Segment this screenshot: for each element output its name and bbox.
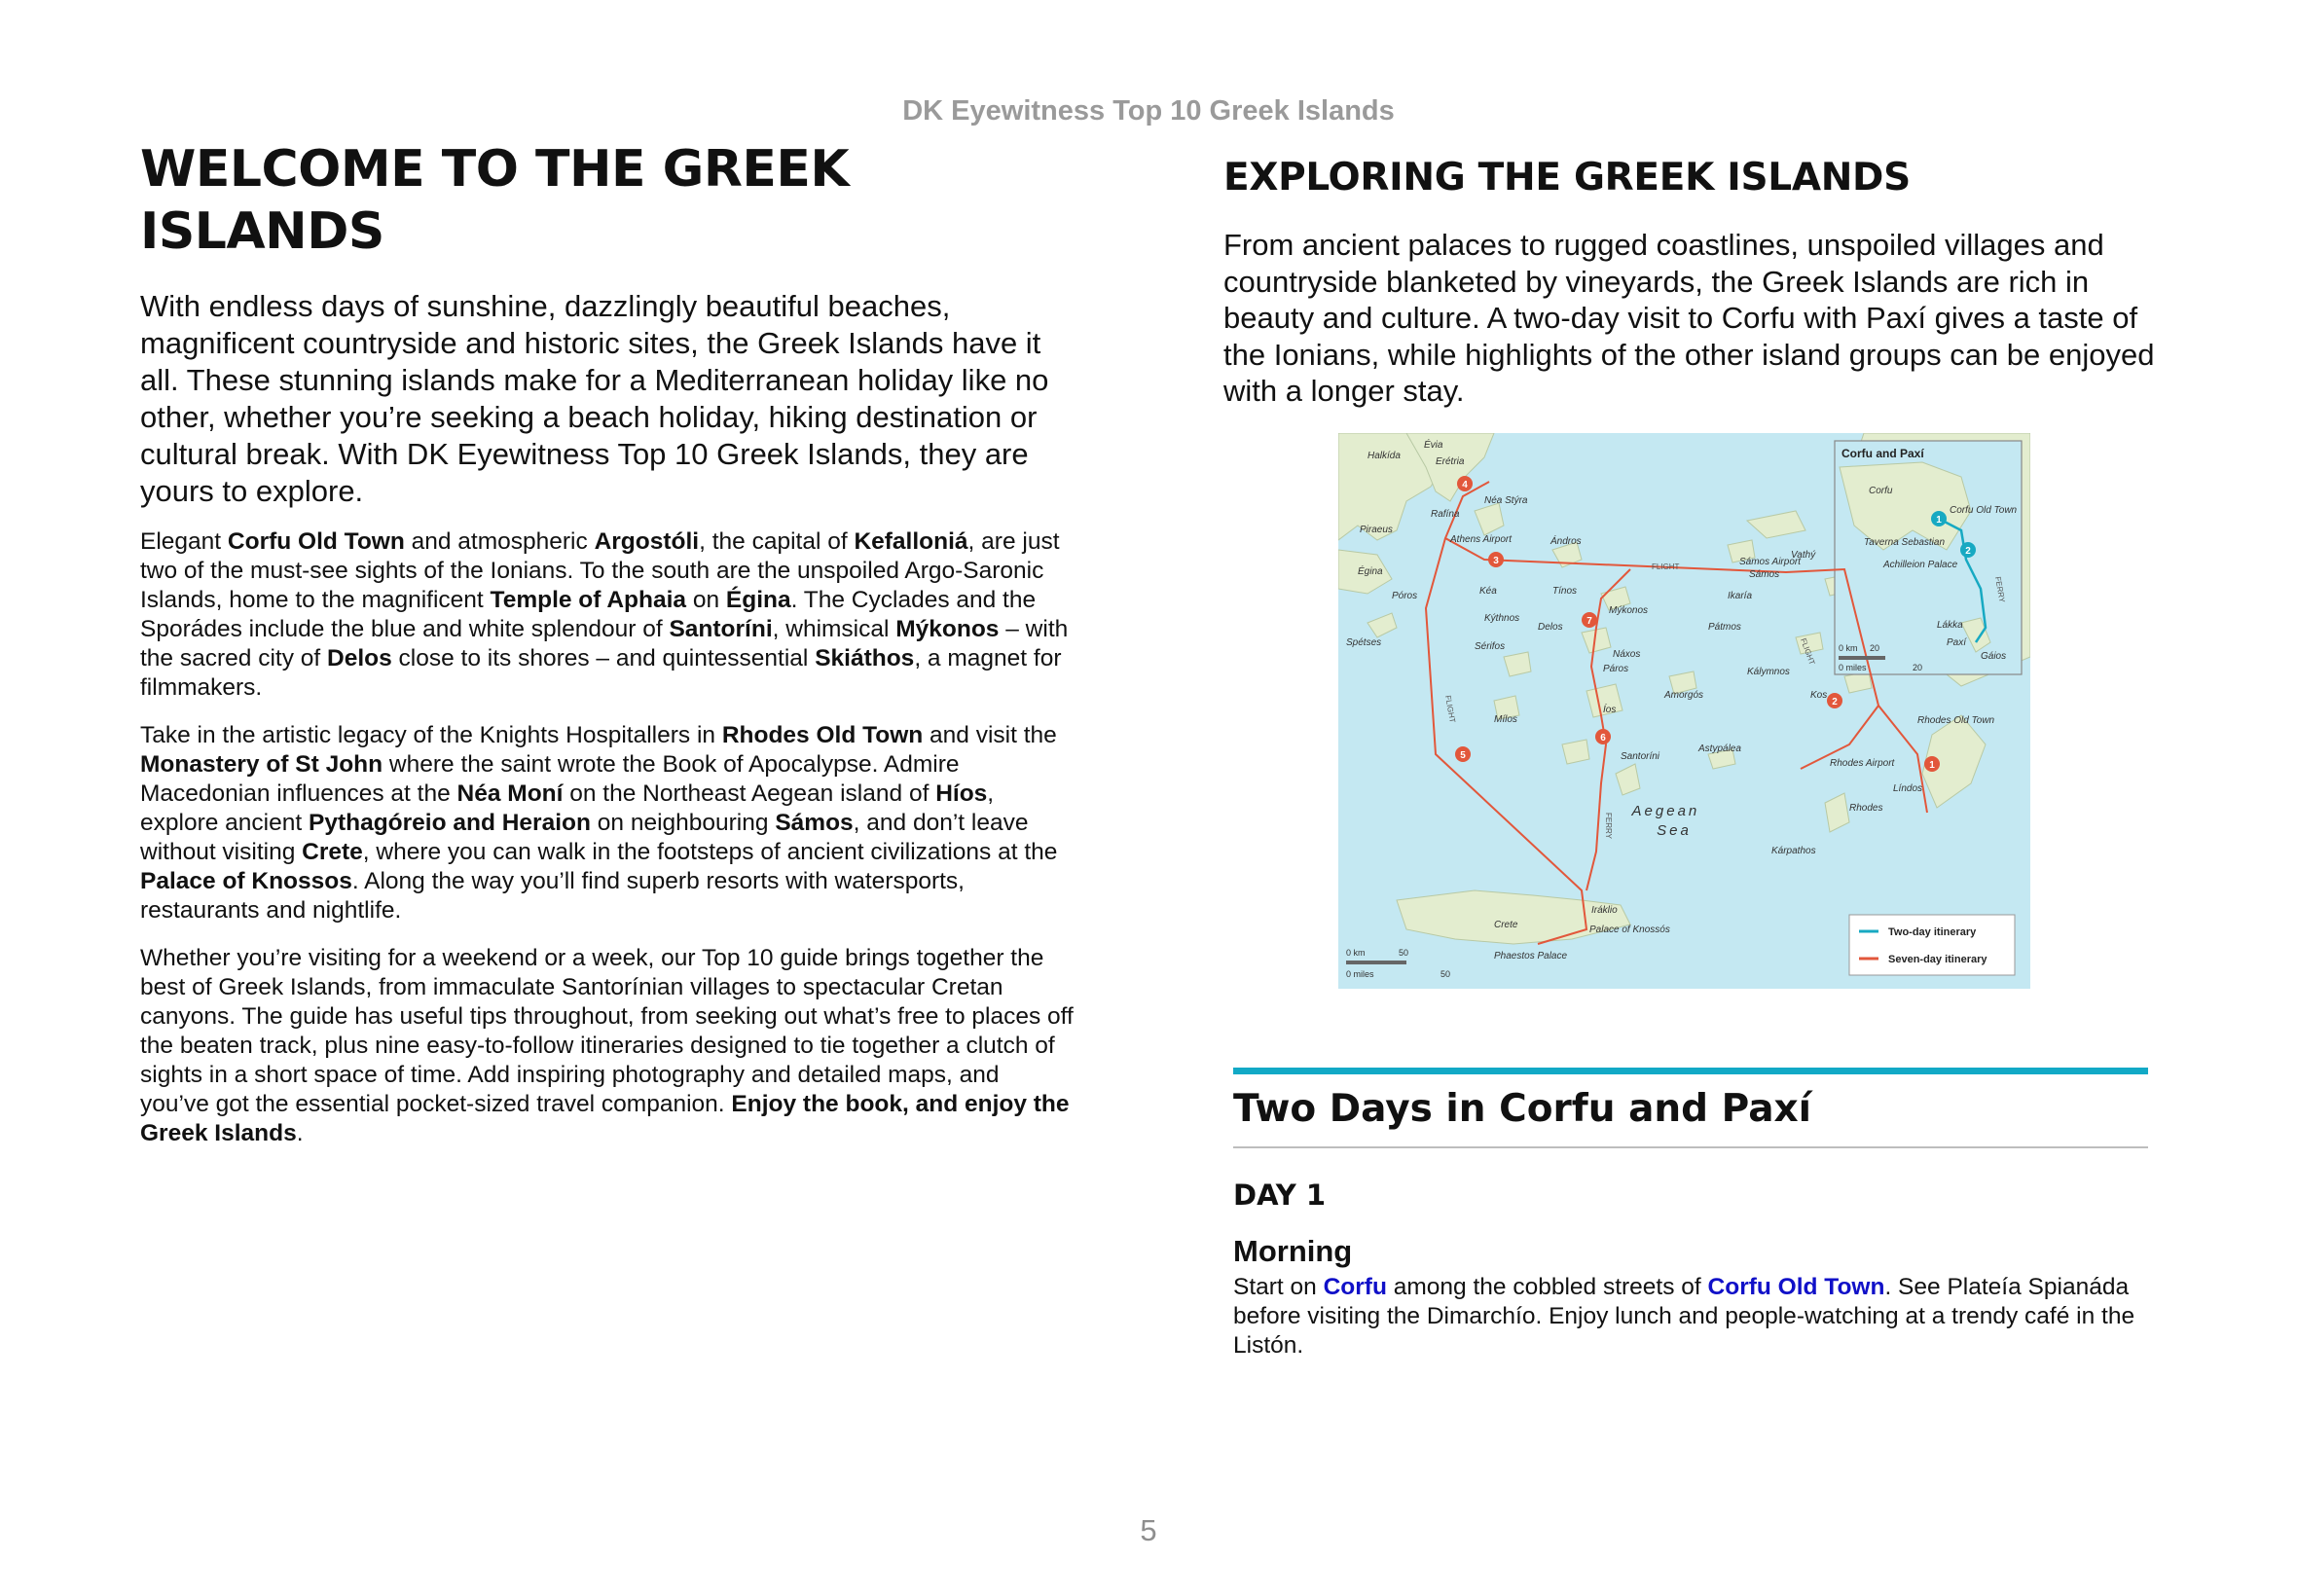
highlight: Pythagóreio and Heraion: [308, 810, 591, 836]
highlight: Mýkonos: [895, 616, 1000, 642]
itinerary-map: [1338, 433, 2030, 989]
place-label: Mílos: [1494, 714, 1517, 725]
inset-place-label: Corfu Old Town: [1950, 505, 2018, 516]
inset-place-label: Paxí: [1947, 637, 1967, 648]
place-label: Néa Stýra: [1484, 495, 1528, 506]
highlight: Santoríni: [669, 616, 773, 642]
place-label: Phaestos Palace: [1494, 951, 1568, 961]
place-label: Astypálea: [1698, 744, 1741, 754]
place-label: Ándros: [1550, 536, 1582, 547]
place-label: Palace of Knossós: [1589, 925, 1670, 935]
highlight: Skiáthos: [815, 645, 915, 671]
morning-text: Start on Corfu among the cobbled streets of Corfu Old Town. See Plateía Spianáda before visiting the Dimarchío. Enjoy lunch and people-watching at a trendy café in the Listón.: [1233, 1274, 2135, 1359]
place-label: Kéa: [1479, 586, 1497, 597]
flight-label: FLIGHT: [1443, 694, 1457, 724]
book-title: DK Eyewitness Top 10 Greek Islands: [902, 95, 1395, 127]
map-legend-box: [1849, 915, 2015, 975]
page-number: 5: [1140, 1513, 1157, 1547]
welcome-paragraph-3: Whether you’re visiting for a weekend or a week, our Top 10 guide brings together the best of Greek Islands, from immaculate Santorínian villages to spectacular Cretan canyons. The guide has useful tips throughout, from seeking out what’s free to places off the beaten track, plus nine easy-to-follow itineraries designed to tie together a clutch of sights in a short space of time. Add inspiring photography and detailed maps, and you’ve got the essential pocket-sized travel companion. Enjoy the book, and enjoy the Greek Islands.: [140, 945, 1074, 1146]
morning-heading: Morning: [1233, 1234, 1353, 1268]
highlight: Égina: [725, 587, 791, 613]
inset-stop-label-2: 2: [1965, 546, 1971, 557]
place-label: Sérifos: [1475, 641, 1506, 652]
place-label: Évia: [1424, 440, 1443, 451]
place-label: Rhodes Old Town: [1917, 715, 1995, 726]
place-label: Rhodes: [1849, 803, 1883, 814]
place-label: Páros: [1603, 664, 1629, 674]
place-label: Sámos: [1749, 569, 1780, 580]
inset-scale-km-end: 20: [1870, 643, 1880, 653]
place-label: Santoríni: [1621, 751, 1660, 762]
exploring-intro: From ancient palaces to rugged coastlines, unspoiled villages and countryside blanketed by vineyards, the Greek Islands are rich in beauty and culture. A two-day visit to Corfu with Paxí gives a taste of the Ionians, while highlights of the other island groups can be enjoyed with a longer stay.: [1223, 228, 2155, 408]
welcome-intro: With endless days of sunshine, dazzlingly beautiful beaches, magnificent countryside and historic sites, the Greek Islands have it all. These stunning islands make for a Mediterranean holiday like no other, whether you’re seeking a beach holiday, hiking destination or cultural break. With DK Eyewitness Top 10 Greek Islands, they are yours to explore.: [140, 289, 1049, 508]
highlight: Sámos: [775, 810, 854, 836]
highlight: Monastery of St John: [140, 751, 383, 778]
place-label: Halkída: [1367, 451, 1401, 461]
inset-title: Corfu and Paxí: [1841, 447, 1924, 460]
highlight: Kefalloniá: [854, 528, 968, 555]
stop-label-1: 1: [1929, 760, 1935, 771]
scale-km-end: 50: [1399, 948, 1409, 958]
place-label: Delos: [1538, 622, 1563, 633]
sea-label-line-2: Sea: [1657, 822, 1692, 839]
place-label: Athens Airport: [1450, 534, 1512, 545]
exploring-column: [1223, 151, 2158, 410]
place-label: Sámos Airport: [1739, 557, 1801, 567]
day-heading: DAY 1: [1233, 1179, 1327, 1212]
exploring-heading: EXPLORING THE GREEK ISLANDS: [1223, 156, 1911, 200]
ferry-label: FERRY: [1604, 813, 1613, 839]
place-label: Ikaría: [1728, 591, 1753, 601]
place-label: Kýthnos: [1484, 613, 1520, 624]
scale-miles-end: 50: [1440, 969, 1451, 979]
place-label: Rafína: [1431, 509, 1460, 520]
scale-miles-0: 0 miles: [1346, 969, 1374, 979]
stop-label-5: 5: [1460, 750, 1466, 761]
highlight: Corfu Old Town: [227, 528, 405, 555]
welcome-paragraph-1: Elegant Corfu Old Town and atmospheric Argostóli, the capital of Kefalloniá, are just two of the must-see sights of the Ionians. To the south are the unspoiled Argo-Saronic Islands, home to the magnificent Temple of Aphaia on Égina. The Cyclades and the Sporádes include the blue and white splendour of Santoríni, whimsical Mýkonos – with the sacred city of Delos close to its shores – and quintessential Skiáthos, a magnet for filmmakers.: [140, 528, 1069, 701]
inset-scale-bar: [1839, 656, 1885, 660]
itinerary-section: [1233, 1068, 2148, 1360]
stop-label-6: 6: [1600, 733, 1606, 744]
highlight: Argostóli: [594, 528, 700, 555]
inset-scale-km-0: 0 km: [1839, 643, 1858, 653]
place-label: Crete: [1494, 920, 1518, 930]
place-label: Pátmos: [1708, 622, 1741, 633]
itinerary-title: Two Days in Corfu and Paxí: [1233, 1087, 1812, 1131]
itinerary-top-rule: [1233, 1068, 2148, 1074]
stop-label-7: 7: [1586, 616, 1592, 627]
legend-seven-day-label: Seven-day itinerary: [1888, 954, 1987, 965]
stop-label-4: 4: [1462, 480, 1468, 490]
inset-place-label: Taverna Sebastian: [1864, 537, 1946, 548]
highlight: Híos: [935, 780, 988, 807]
place-label: Tínos: [1552, 586, 1578, 597]
inset-scale-miles-0: 0 miles: [1839, 663, 1867, 672]
place-label: Kárpathos: [1771, 846, 1816, 856]
highlight: Crete: [302, 839, 363, 865]
place-label: Erétria: [1436, 456, 1465, 467]
place-label: Iráklio: [1591, 905, 1618, 916]
place-label: Amorgós: [1664, 690, 1704, 701]
inset-ferry-label: FERRY: [1993, 575, 2007, 603]
place-label: Kálymnos: [1747, 667, 1790, 677]
stop-label-2: 2: [1832, 697, 1838, 707]
sea-label-line-1: Aegean: [1631, 803, 1700, 819]
highlight: Enjoy the book, and enjoy the Greek Islands: [140, 1091, 1070, 1146]
place-label: Póros: [1392, 591, 1418, 601]
scale-km-0: 0 km: [1346, 948, 1366, 958]
highlight: Temple of Aphaia: [490, 587, 687, 613]
inset-scale-miles-end: 20: [1913, 663, 1923, 672]
place-label: Piraeus: [1360, 525, 1393, 535]
place-label: Mýkonos: [1609, 605, 1649, 616]
place-label: Kos: [1810, 690, 1828, 701]
highlight: Palace of Knossos: [140, 868, 352, 894]
inset-stop-label-1: 1: [1936, 515, 1942, 526]
place-label: Náxos: [1613, 649, 1641, 660]
inset-place-label: Achilleion Palace: [1883, 560, 1958, 570]
itinerary-divider: [1233, 1146, 2148, 1148]
place-label: Égina: [1358, 566, 1383, 577]
place-label: Spétses: [1346, 637, 1382, 648]
inset-place-label: Lákka: [1937, 620, 1963, 631]
flight-label: FLIGHT: [1652, 562, 1680, 571]
corfu-old-town-link[interactable]: Corfu Old Town: [1707, 1274, 1885, 1300]
flight-label: FLIGHT: [1799, 636, 1817, 667]
highlight: Delos: [327, 645, 392, 671]
corfu-link[interactable]: Corfu: [1323, 1274, 1387, 1300]
inset-place-label: Gáios: [1981, 651, 2007, 662]
inset-place-label: Corfu: [1869, 486, 1893, 496]
scale-bar: [1346, 961, 1406, 964]
welcome-paragraph-2: Take in the artistic legacy of the Knights Hospitallers in Rhodes Old Town and visit the Monastery of St John where the saint wrote the Book of Apocalypse. Admire Macedonian influences at the Néa Moní on the Northeast Aegean island of Híos, explore ancient Pythagóreio and Heraion on neighbouring Sámos, and don’t leave without visiting Crete, where you can walk in the footsteps of ancient civilizations at the Palace of Knossos. Along the way you’ll find superb resorts with watersports, restaurants and nightlife.: [140, 722, 1058, 924]
stop-label-3: 3: [1493, 556, 1499, 566]
legend-two-day-label: Two-day itinerary: [1888, 926, 1977, 938]
highlight: Rhodes Old Town: [721, 722, 924, 748]
place-label: Líndos: [1893, 783, 1923, 794]
welcome-heading: WELCOME TO THE GREEK ISLANDS: [140, 140, 850, 261]
welcome-column: [140, 138, 1075, 1148]
place-label: Íos: [1603, 705, 1617, 715]
highlight: Néa Moní: [456, 780, 564, 807]
place-label: Vathý: [1791, 550, 1816, 561]
place-label: Rhodes Airport: [1830, 758, 1895, 769]
